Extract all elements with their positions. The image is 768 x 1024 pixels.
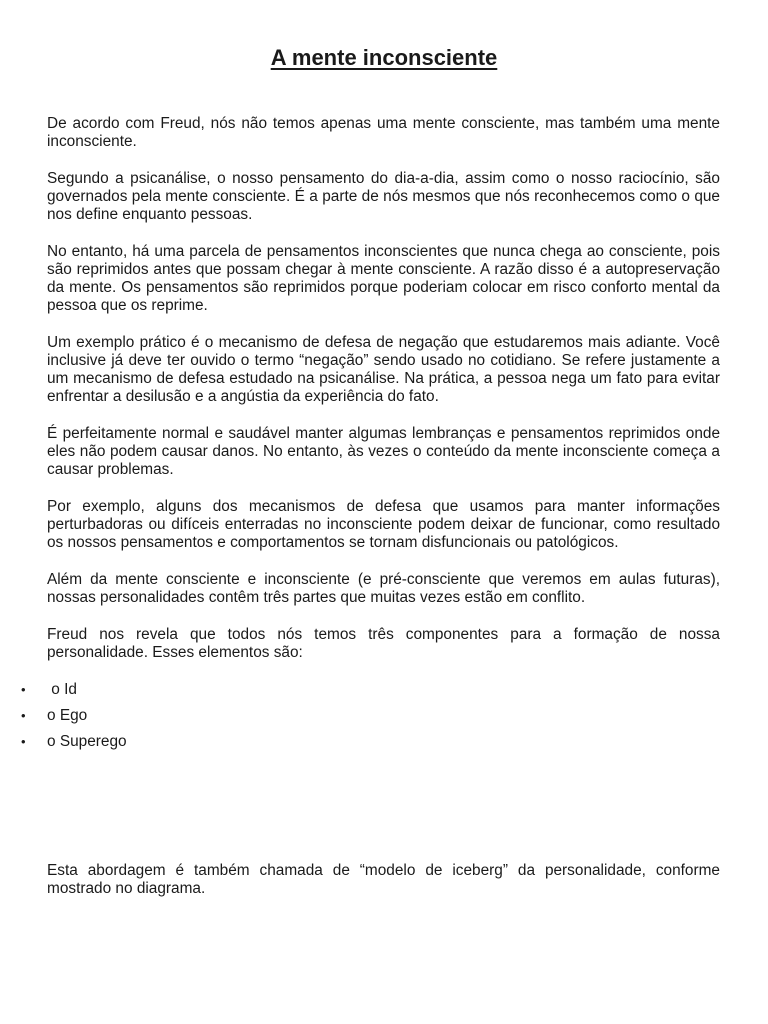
bullet-icon: • [21,734,26,749]
bullet-icon: • [21,708,26,723]
list-item-text: o Id [47,681,77,698]
paragraph-7: Além da mente consciente e inconsciente (e pré-consciente que veremos em aulas futuras), nossas personalidades contêm três partes que muitas vezes estão em conflito. [47,571,720,606]
paragraph-3: No entanto, há uma parcela de pensamentos inconscientes que nunca chega ao consciente, pois são reprimidos antes que possam chegar à mente consciente. A razão disso é a autopreservação da mente. Os pensamentos são reprimidos porque poderiam colocar em risco conforto mental da pessoa que os reprime. [47,243,720,314]
paragraph-6: Por exemplo, alguns dos mecanismos de defesa que usamos para manter informações perturbadoras ou difíceis enterradas no inconsciente podem deixar de funcionar, como resultado os nossos pensamentos e comportamentos se tornam disfuncionais ou patológicos. [47,498,720,551]
page-title: A mente inconsciente [270,45,498,70]
list-item-text: o Superego [47,733,127,750]
paragraph-2: Segundo a psicanálise, o nosso pensamento do dia-a-dia, assim como o nosso raciocínio, são governados pela mente consciente. É a parte de nós mesmos que nós reconhecemos como o que nos define enquanto pessoas. [47,170,720,223]
paragraph-1: De acordo com Freud, nós não temos apenas uma mente consciente, mas também uma mente inconsciente. [47,115,720,150]
list-item [21,681,720,707]
paragraph-5: É perfeitamente normal e saudável manter algumas lembranças e pensamentos reprimidos onde eles não podem causar danos. No entanto, às vezes o conteúdo da mente inconsciente começa a causar problemas. [47,425,720,478]
paragraph-8: Freud nos revela que todos nós temos três componentes para a formação de nossa personalidade. Esses elementos são: [47,626,720,661]
personality-components-list [21,681,720,759]
document-body [21,115,720,759]
list-item-text: o Ego [47,707,88,724]
list-item [21,707,720,733]
list-item [21,733,720,759]
paragraph-4: Um exemplo prático é o mecanismo de defesa de negação que estudaremos mais adiante. Você inclusive já deve ter ouvido o termo “negação” sendo usado no cotidiano. Se refere justamente a um mecanismo de defesa estudado na psicanálise. Na prática, a pessoa nega um fato para evitar enfrentar a desilusão e a angústia da experiência do fato. [47,334,720,405]
bullet-icon: • [21,682,26,697]
closing-paragraph: Esta abordagem é também chamada de “modelo de iceberg” da personalidade, conforme mostrado no diagrama. [47,862,720,897]
